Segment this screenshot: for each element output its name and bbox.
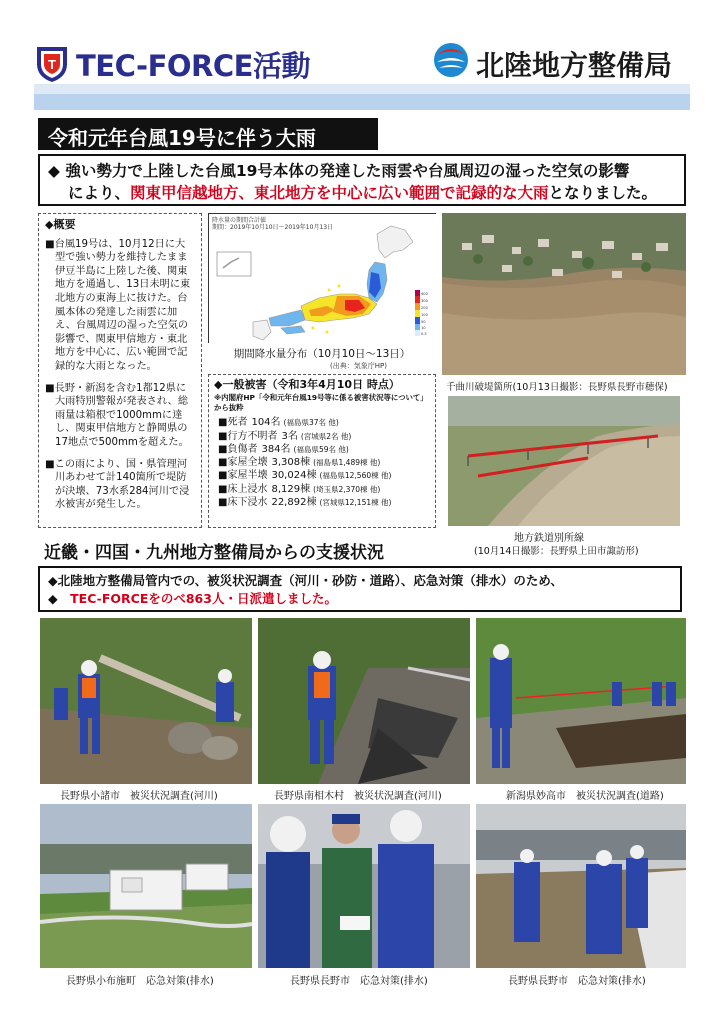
overview-paragraph: ■長野・新潟を含む1都12県に大雨特別警報が発表され、総雨量は箱根で1000mmに達し、関東甲信地方と静岡県の17地点で500mmを超えた。 xyxy=(45,382,189,448)
rainfall-legend xyxy=(415,290,428,336)
damage-value: 8,129棟 xyxy=(271,483,311,495)
rail-bridge-photo xyxy=(448,396,680,526)
header-band xyxy=(34,94,690,110)
rail-caption-1: 地方鉄道別所線 xyxy=(514,533,584,544)
svg-text:T: T xyxy=(48,57,56,72)
map-title: 降水量の期間合計値 xyxy=(212,217,267,224)
damage-label: ■家屋半壊 xyxy=(218,470,268,482)
grid-photo-minamiaiki xyxy=(258,618,470,784)
damage-row xyxy=(214,496,430,509)
overview-paragraph: ■台風19号は、10月12日に大型で強い勢力を維持したまま伊豆半島に上陸した後、関東地方を通過し、13日未明に東北地方の東海上に抜けた。台風本体の発達した雨雲に加え、台風周辺の湿った空気の影響で、関東甲信地方・東北地方を中心に、広い範囲で記録的な大雨となった。 xyxy=(45,238,191,372)
grid-caption: 長野県南相木村 被災状況調査(河川) xyxy=(274,791,442,802)
grid-caption: 長野県長野市 応急対策(排水) xyxy=(508,976,646,987)
damage-sub: (福島県59名 他) xyxy=(293,444,349,454)
damage-value: 104名 xyxy=(251,417,281,429)
damage-label: ■床上浸水 xyxy=(218,483,268,495)
damage-value: 3名 xyxy=(281,430,298,442)
tec-force-shield-icon xyxy=(34,44,70,84)
damage-row xyxy=(214,416,430,429)
damage-value: 22,892棟 xyxy=(271,497,317,509)
lead-text-2: により、 xyxy=(68,184,131,202)
damage-value: 384名 xyxy=(261,443,291,455)
support-line-2-highlight: TEC-FORCEをのべ863人・日派遣しました。 xyxy=(70,591,337,606)
support-title: 近畿・四国・九州地方整備局からの支援状況 xyxy=(44,543,384,563)
tec-force-title: TEC-FORCE活動 xyxy=(76,49,310,83)
flood-photo-caption: 千曲川破堤箇所(10月13日撮影：長野県長野市穂保) xyxy=(446,382,668,393)
flood-photo xyxy=(442,213,686,375)
damage-row xyxy=(214,456,430,469)
legend-label: 200 xyxy=(421,306,428,310)
grid-caption: 長野県小諸市 被災状況調査(河川) xyxy=(60,791,218,802)
legend-label: 50 xyxy=(421,320,426,324)
legend-label: 10 xyxy=(421,326,426,330)
support-line-1: ◆北陸地方整備局管内での、被災状況調査（河川・砂防・道路）、応急対策（排水）のため、 xyxy=(48,573,563,588)
bureau-name: 北陸地方整備局 xyxy=(476,49,673,82)
legend-label: 400 xyxy=(421,292,428,296)
overview-heading: ◆概要 xyxy=(45,218,76,231)
damage-heading: ◆一般被害（令和3年4月10日 時点） xyxy=(214,378,400,391)
support-box xyxy=(38,566,682,612)
damage-sub: (宮城県2名 他) xyxy=(300,431,352,441)
grid-photo-komoro xyxy=(40,618,252,784)
damage-box xyxy=(208,374,436,528)
damage-value: 3,308棟 xyxy=(271,457,311,469)
lead-bullet: ◆ xyxy=(48,162,60,180)
damage-row xyxy=(214,469,430,482)
map-caption: 期間降水量分布（10月10日～13日） xyxy=(233,348,411,360)
header-band-light xyxy=(34,84,690,94)
grid-caption: 長野県小布施町 応急対策(排水) xyxy=(66,976,214,987)
grid-photo-nagano-1 xyxy=(258,804,470,968)
lead-text-1: 強い勢力で上陸した台風19号本体の発達した雨雲や台風周辺の湿った空気の影響 xyxy=(65,162,630,180)
damage-sub: (埼玉県2,370棟 他) xyxy=(313,484,381,494)
overview-paragraph: ■この雨により、国・県管理河川あわせて計140箇所で堤防が決壊、73水系284河川で浸水被害が発生した。 xyxy=(45,458,190,511)
damage-label: ■死者 xyxy=(218,417,248,429)
rainfall-map xyxy=(208,213,436,343)
grid-photo-myoko xyxy=(476,618,686,784)
damage-label: ■行方不明者 xyxy=(218,430,278,442)
lead-summary-box xyxy=(38,154,686,206)
damage-label: ■家屋全壊 xyxy=(218,457,268,469)
grid-caption: 長野県長野市 応急対策(排水) xyxy=(290,976,428,987)
damage-sub: (福島県37名 他) xyxy=(283,418,339,428)
legend-label: 300 xyxy=(421,299,428,303)
mlit-bureau-emblem-icon xyxy=(432,40,470,80)
map-source: (出典：気象庁HP) xyxy=(330,362,387,370)
lead-text-highlight: 関東甲信越地方、東北地方を中心に広い範囲で記録的な大雨 xyxy=(130,184,549,202)
legend-label: 0.5 xyxy=(421,332,427,336)
grid-photo-obuse xyxy=(40,804,252,968)
grid-photo-nagano-2 xyxy=(476,804,686,968)
damage-label: ■負傷者 xyxy=(218,443,258,455)
japan-rainfall-map-graphic xyxy=(209,214,437,344)
damage-sub: (福島県1,489棟 他) xyxy=(313,458,381,468)
damage-sub: (宮城県12,151棟 他) xyxy=(319,498,392,508)
rail-caption-2: (10月14日撮影：長野県上田市諏訪形) xyxy=(474,546,639,557)
page-header xyxy=(0,0,724,112)
legend-label: 100 xyxy=(421,313,428,317)
damage-row xyxy=(214,443,430,456)
map-period: 期間：2019年10月10日～2019年10月13日 xyxy=(212,224,334,231)
support-line-2-bullet: ◆ xyxy=(48,591,58,606)
damage-note: ※内閣府HP「令和元年台風19号等に係る被害状況等について」から抜粋 xyxy=(214,393,428,413)
section-title: 令和元年台風19号に伴う大雨 xyxy=(38,118,378,150)
damage-row xyxy=(214,483,430,496)
overview-box xyxy=(38,213,202,528)
grid-caption: 新潟県妙高市 被災状況調査(道路) xyxy=(506,791,664,802)
damage-value: 30,024棟 xyxy=(271,470,317,482)
lead-text-3: となりました。 xyxy=(548,184,658,202)
damage-row xyxy=(214,430,430,443)
damage-label: ■床下浸水 xyxy=(218,497,268,509)
damage-sub: (福島県12,560棟 他) xyxy=(319,471,392,481)
